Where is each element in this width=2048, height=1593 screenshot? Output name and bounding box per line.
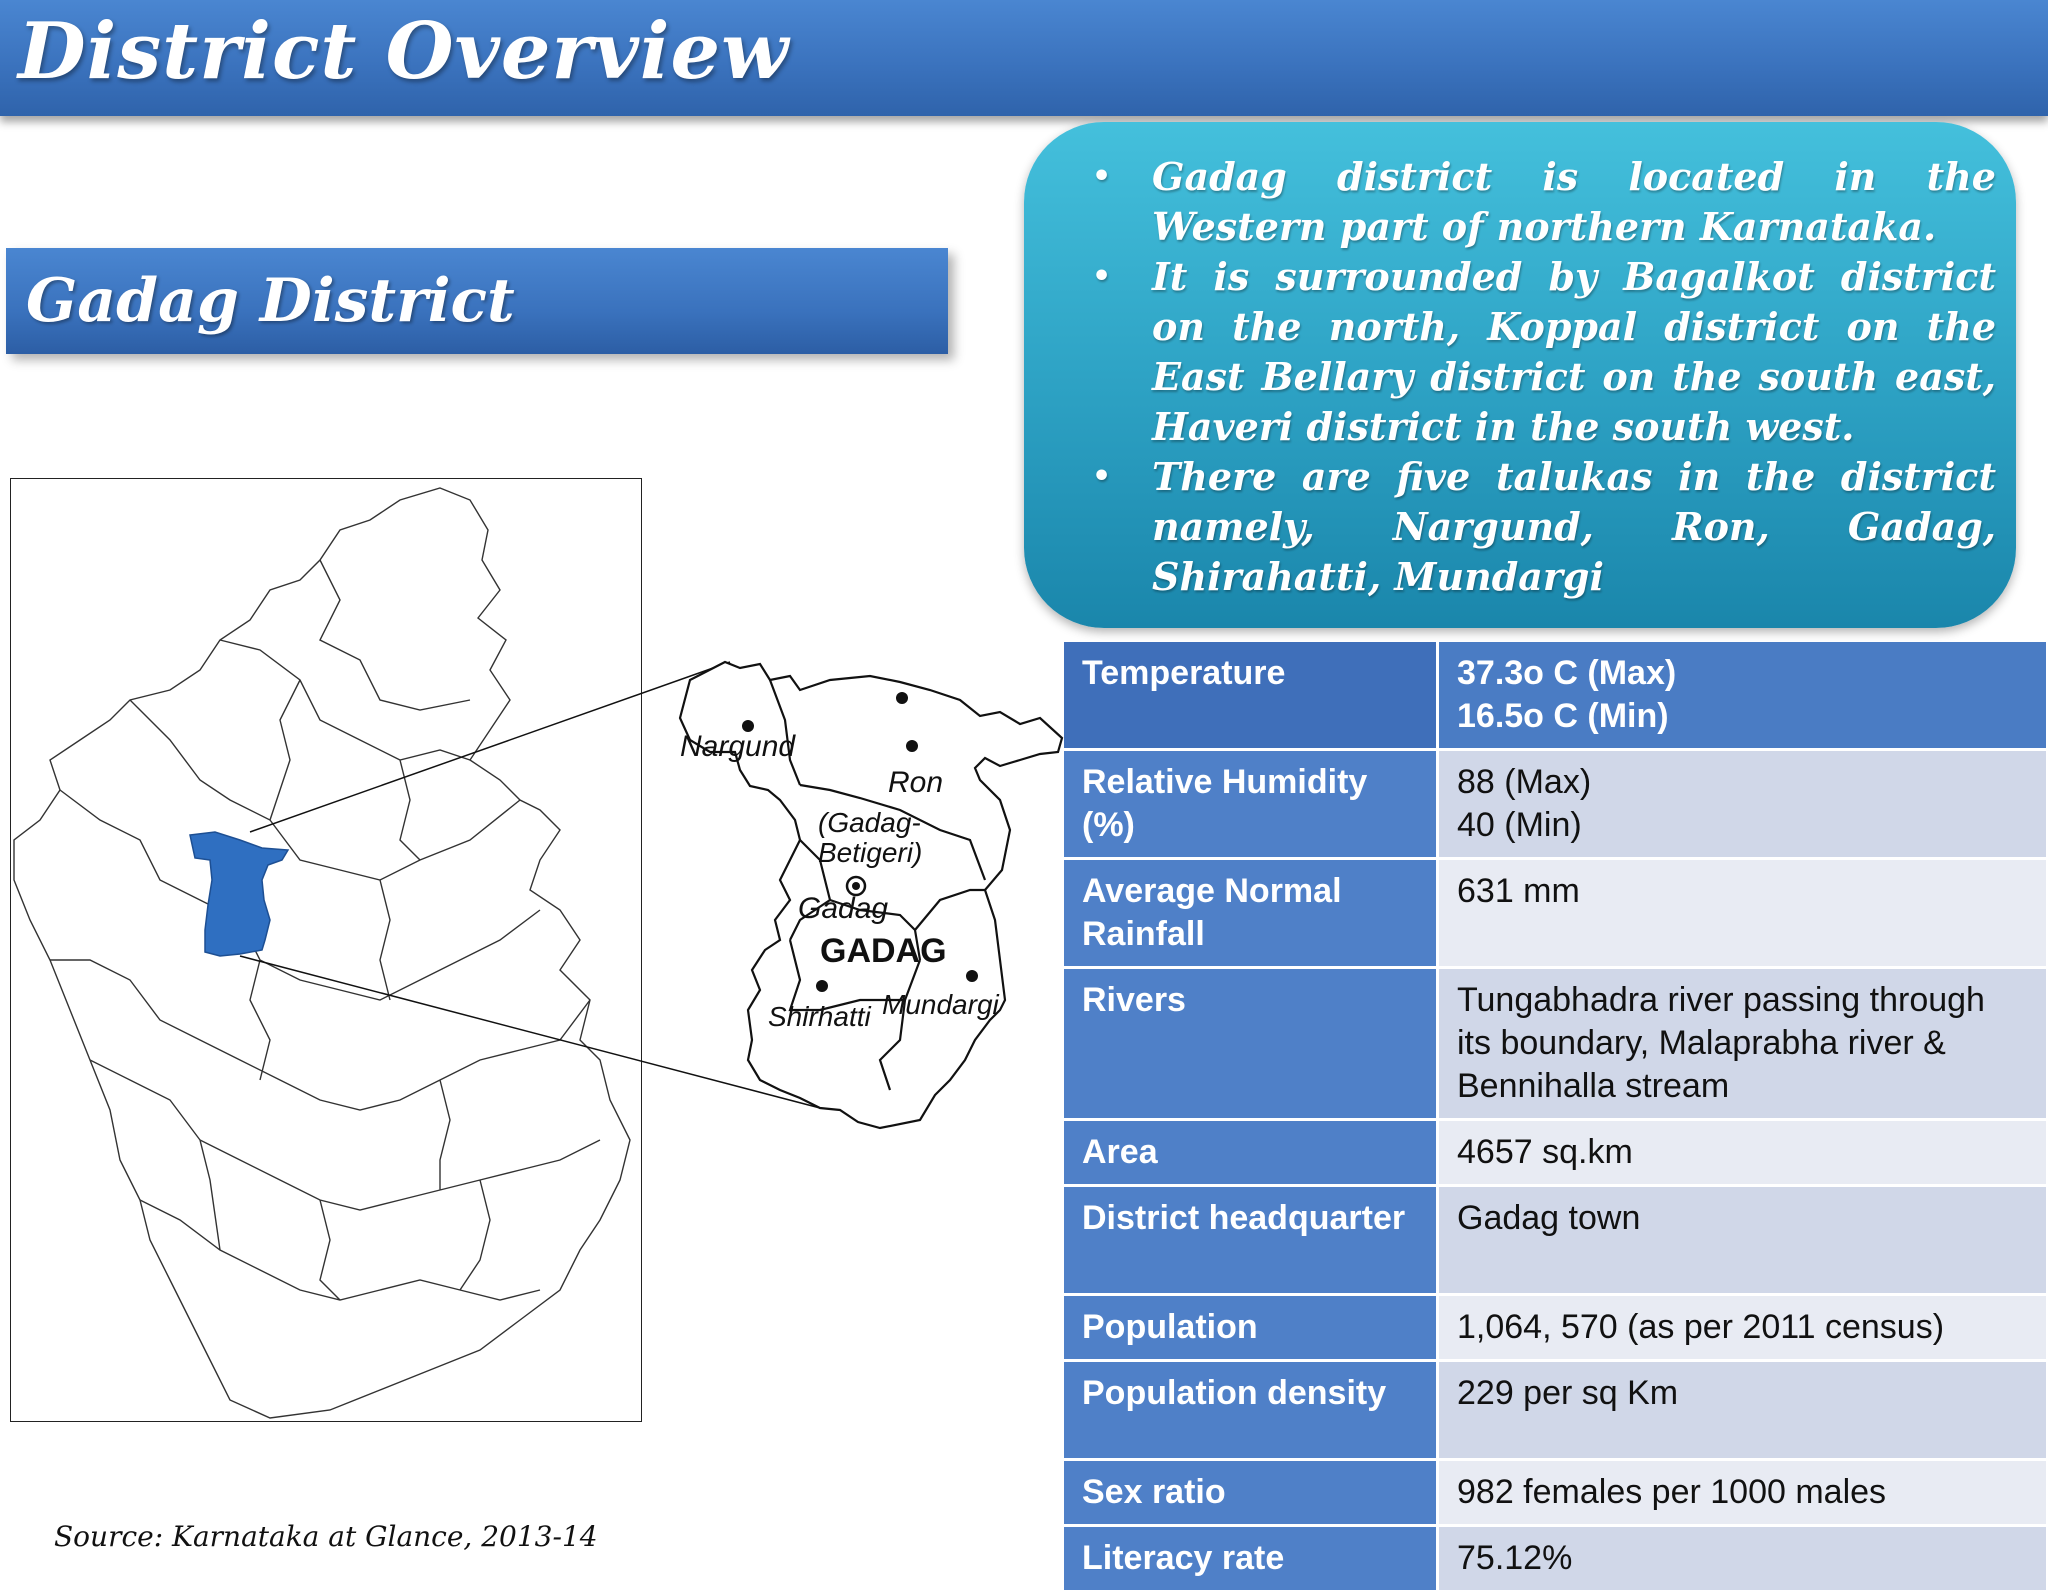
district-heading: Gadag District: [26, 266, 515, 336]
table-row: [1064, 1362, 2046, 1461]
fact-key: Average Normal Rainfall: [1064, 860, 1439, 969]
gadag-hq-marker: [852, 882, 860, 890]
fact-value: 75.12%: [1439, 1527, 2046, 1593]
table-row: [1064, 751, 2046, 860]
table-row: [1064, 1121, 2046, 1187]
table-row: [1064, 642, 2046, 751]
table-row: [1064, 1461, 2046, 1527]
label-gadag-betigeri-2: Betigeri): [818, 837, 923, 868]
district-borders: [50, 560, 600, 1300]
fact-value: Tungabhadra river passing through its boundary, Malaprabha river & Bennihalla stream: [1439, 969, 2046, 1121]
fact-value: 982 females per 1000 males: [1439, 1461, 2046, 1527]
zoom-line-bottom: [240, 956, 820, 1108]
karnataka-map: [14, 488, 630, 1418]
fact-value: 631 mm: [1439, 860, 2046, 969]
label-nargund: Nargund: [680, 730, 796, 763]
source-note: Source: Karnataka at Glance, 2013-14: [54, 1520, 598, 1553]
bullet-icon: •: [1092, 259, 1112, 294]
table-row: [1064, 1527, 2046, 1593]
info-bullet-talukas: • There are five talukas in the district namely, Nargund, Ron, Gadag, Shirahatti, Mundargi: [1092, 454, 1996, 599]
table-row: [1064, 1296, 2046, 1362]
fact-key: Area: [1064, 1121, 1439, 1187]
label-gadag-caps: GADAG: [820, 932, 947, 970]
zoom-line-top: [250, 662, 730, 832]
label-gadag: Gadag: [798, 892, 889, 925]
fact-value: 37.3o C (Max) 16.5o C (Min): [1439, 642, 2046, 751]
ron-marker: [906, 740, 918, 752]
fact-key: Temperature: [1064, 642, 1439, 751]
fact-key: Rivers: [1064, 969, 1439, 1121]
ron-north-marker: [896, 692, 908, 704]
label-mundargi: Mundargi: [882, 989, 999, 1020]
fact-key: Population density: [1064, 1362, 1439, 1461]
table-row: [1064, 1187, 2046, 1296]
mundargi-marker: [966, 970, 978, 982]
fact-key: Population: [1064, 1296, 1439, 1362]
page-title: District Overview: [18, 6, 790, 97]
fact-key: District headquarter: [1064, 1187, 1439, 1296]
fact-key: Sex ratio: [1064, 1461, 1439, 1527]
gadag-district-highlight: [190, 832, 288, 956]
shirhatti-marker: [816, 980, 828, 992]
fact-value: 4657 sq.km: [1439, 1121, 2046, 1187]
karnataka-outline: [14, 488, 630, 1418]
table-row: [1064, 969, 2046, 1121]
fact-key: Relative Humidity (%): [1064, 751, 1439, 860]
label-shirhatti: Shirhatti: [768, 1001, 871, 1032]
table-row: [1064, 860, 2046, 969]
info-bullet-location: • Gadag district is located in the Western part of northern Karnataka.: [1092, 154, 1996, 249]
label-ron: Ron: [888, 766, 944, 799]
fact-value: 88 (Max) 40 (Min): [1439, 751, 2046, 860]
bullet-icon: •: [1092, 159, 1112, 194]
bullet-icon: •: [1092, 459, 1112, 494]
fact-value: 1,064, 570 (as per 2011 census): [1439, 1296, 2046, 1362]
district-facts-table: [1064, 642, 2046, 1593]
fact-value: 229 per sq Km: [1439, 1362, 2046, 1461]
fact-value: Gadag town: [1439, 1187, 2046, 1296]
fact-key: Literacy rate: [1064, 1527, 1439, 1593]
info-bullet-borders: • It is surrounded by Bagalkot district on the north, Koppal district on the East Bellary district on the south east, Haveri district in the south west.: [1092, 254, 1996, 449]
label-gadag-betigeri-1: (Gadag-: [818, 807, 921, 838]
